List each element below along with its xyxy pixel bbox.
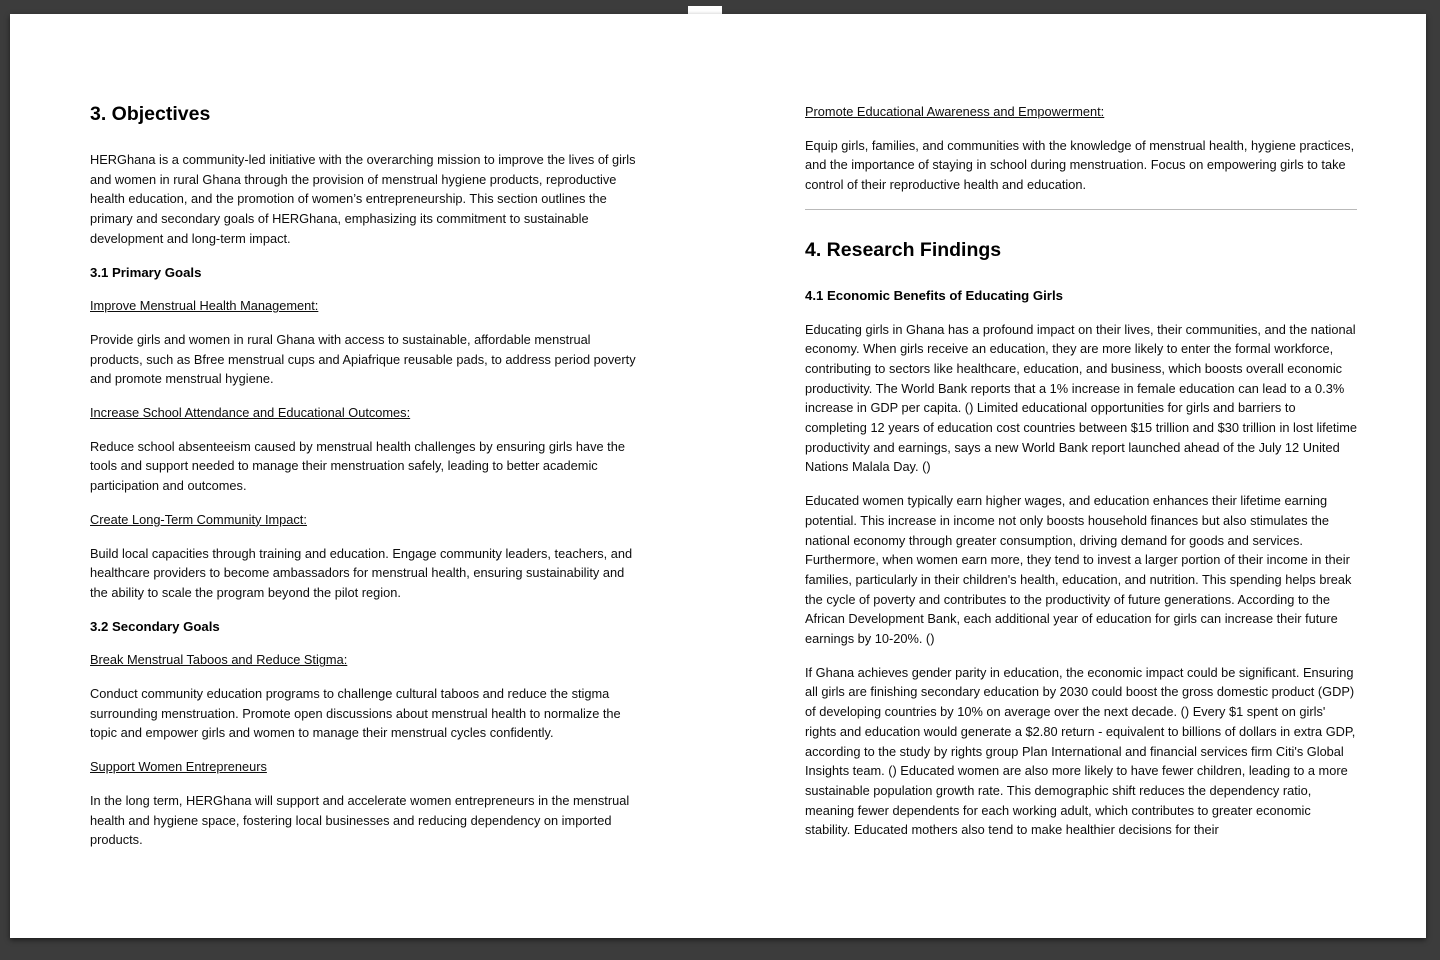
goal-body-educational-awareness: Equip girls, families, and communities with the knowledge of menstrual health, hygiene practices, and the importance of staying in school during menstruation. Focus on empowering girls to take control of their reproductive health and education.: [805, 137, 1355, 193]
research-paragraph-1: Educating girls in Ghana has a profound impact on their lives, their communities, and the national economy. When girls receive an education, they are more likely to enter the formal workforce, contributing to sectors like healthcare, education, and business, which boosts overall economic productivity. The World Bank reports that a 1% increase in female education can lead to a 0.3% increase in GDP per capita. () Limited educational opportunities for girls and barriers to completing 12 years of education cost countries between $15 trillion and $30 trillion in lost lifetime productivity and earnings, says a new World Bank report launched ahead of the July 12 United Nations Malala Day. (): [805, 321, 1357, 475]
goal-body-school-attendance: Reduce school absenteeism caused by menstrual health challenges by ensuring girls have the tools and support needed to manage their menstruation safely, leading to better academic participation and outcomes.: [90, 438, 625, 494]
goal-body-break-taboos: Conduct community education programs to challenge cultural taboos and reduce the stigma surrounding menstruation. Promote open discussions about menstrual health to normalize the topic and empower girls and women to manage their menstrual cycles confidently.: [90, 686, 621, 741]
goal-title-community-impact: Create Long-Term Community Impact:: [90, 511, 307, 527]
page-right: [805, 102, 1357, 854]
objectives-intro-paragraph: HERGhana is a community-led initiative with the overarching mission to improve the lives of girls and women in rural Ghana through the provision of menstrual hygiene products, reproductive health education, and the promotion of women’s entrepreneurship. This section outlines the primary and secondary goals of HERGhana, emphasizing its commitment to sustainable development and long-term impact.: [90, 152, 636, 246]
document-page-spread[interactable]: [10, 14, 1426, 938]
goal-title-school-attendance: Increase School Attendance and Educational Outcomes:: [90, 405, 411, 421]
economic-benefits-subheading: 4.1 Economic Benefits of Educating Girls: [805, 287, 1063, 303]
secondary-goals-subheading: 3.2 Secondary Goals: [90, 618, 220, 634]
goal-title-menstrual-health: Improve Menstrual Health Management:: [90, 298, 319, 314]
goal-body-menstrual-health: Provide girls and women in rural Ghana with access to sustainable, affordable menstrual products, such as Bfree menstrual cups and Apiafrique reusable pads, to address period poverty and promote menstrual hygiene.: [90, 331, 636, 387]
goal-title-break-taboos: Break Menstrual Taboos and Reduce Stigma:: [90, 652, 348, 668]
goal-title-educational-awareness: Promote Educational Awareness and Empowerment:: [805, 104, 1105, 119]
research-paragraph-3: If Ghana achieves gender parity in education, the economic impact could be significant. Ensuring all girls are finishing secondary education by 2030 could boost the gross domestic product (GDP) of developing countries by 10% on average over the next decade. () Every $1 spent on girls' rights and education would generate a $2.80 return - equivalent to billions of dollars in extra GDP, according to the study by rights group Plan International and financial services firm Citi's Global Insights team. () Educated women are also more likely to have fewer children, leading to a more sustainable population growth rate. This demographic shift reduces the dependency ratio, meaning fewer dependents for each working adult, which contributes to greater economic stability. Educated mothers also tend to make healthier decisions for their: [805, 664, 1356, 838]
page-left: [90, 102, 642, 864]
goal-body-women-entrepreneurs: In the long term, HERGhana will support and accelerate women entrepreneurs in the menstrual health and hygiene space, fostering local businesses and reducing dependency on imported products.: [90, 792, 630, 848]
research-findings-heading: 4. Research Findings: [805, 238, 1002, 261]
goal-body-community-impact: Build local capacities through training and education. Engage community leaders, teachers, and healthcare providers to become ambassadors for menstrual health, ensuring sustainability and the ability to scale the program beyond the pilot region.: [90, 545, 633, 600]
primary-goals-subheading: 3.1 Primary Goals: [90, 264, 202, 280]
research-paragraph-2: Educated women typically earn higher wages, and education enhances their lifetime earning potential. This increase in income not only boosts household finances but also stimulates the national economy through greater consumption, driving demand for goods and services. Furthermore, when women earn more, they tend to invest a larger portion of their income in their families, particularly in their children's health, education, and nutrition. This spending helps break the cycle of poverty and contributes to the productivity of future generations. According to the African Development Bank, each additional year of education for girls can increase their future earnings by 10-20%. (): [805, 493, 1352, 647]
goal-title-women-entrepreneurs: Support Women Entrepreneurs: [90, 759, 267, 775]
section-divider: [805, 209, 1357, 210]
objectives-heading: 3. Objectives: [90, 103, 211, 125]
